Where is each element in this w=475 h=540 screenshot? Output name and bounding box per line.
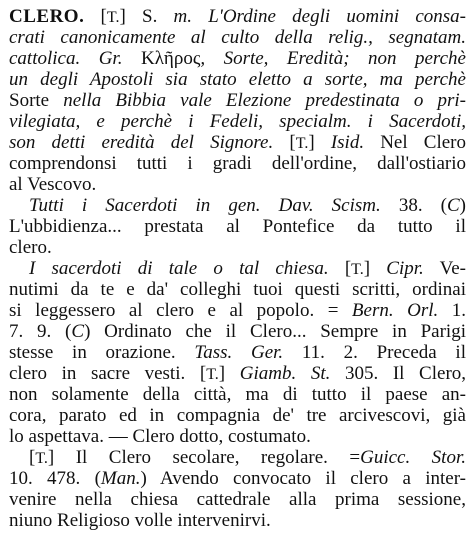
text-segment: T. (351, 261, 364, 278)
text-segment: [ (273, 132, 296, 153)
text-segment: lo aspettava. — Clero dotto, costumato. (9, 426, 311, 447)
text-segment: ] S. (119, 6, 174, 27)
text-segment: ] (363, 258, 387, 279)
text-line (9, 90, 466, 111)
text-segment: 305. Il Clero, (330, 363, 467, 384)
text-segment: m. L'Ordine degli uomini consa- (173, 6, 467, 27)
text-segment: venire nella chiesa cattedrale alla prima sessione, (9, 489, 466, 510)
text-segment: I sacerdoti di tale o tal chiesa. (29, 258, 329, 279)
text-line (9, 195, 466, 216)
text-line (9, 258, 466, 279)
text-segment: si leggessero al clero e al popolo. = (9, 300, 352, 321)
text-segment: Guicc. Stor. (360, 447, 466, 468)
text-segment: T. (295, 135, 309, 152)
text-segment: Tass. Ger. (194, 342, 284, 363)
text-segment: comprendonsi tutti i gradi dell'ordine, dall'ostiario (9, 153, 466, 174)
text-segment: clero in sacre vesti. [ (9, 363, 207, 384)
text-line (9, 48, 466, 69)
text-segment: nutimi da te e da' colleghi tuoi questi scritti, ordinai (9, 279, 466, 300)
text-line (9, 510, 466, 531)
text-line (9, 153, 466, 174)
text-line (9, 174, 466, 195)
text-segment: ) Avendo convocato il clero a inter- (140, 468, 466, 489)
text-line (9, 69, 466, 90)
headword: CLERO. (9, 6, 85, 27)
text-line (9, 216, 466, 237)
text-segment: clero. (9, 237, 52, 258)
text-segment: Κλῆρος (140, 48, 201, 69)
text-segment: ) Ordinato che il Clero... Sempre in Parigi (84, 321, 466, 342)
text-segment: Nel Clero (364, 132, 467, 153)
text-segment: Ve- (423, 258, 467, 279)
text-segment: [ (84, 6, 107, 27)
text-segment: C (71, 321, 85, 342)
text-segment: 7. 9. ( (9, 321, 72, 342)
text-segment: Bern. Orl. (351, 300, 439, 321)
text-line (9, 447, 466, 468)
dictionary-entry-clero (9, 6, 466, 531)
text-segment: stesse in orazione. (9, 342, 195, 363)
text-line (9, 489, 466, 510)
text-line (9, 342, 466, 363)
text-segment: niuno Religioso volle intervenirvi. (9, 510, 271, 531)
text-segment: T. (206, 366, 219, 383)
text-segment: ] Il Clero secolare, regolare. = (47, 447, 361, 468)
text-segment: Tutti i Sacerdoti in gen. Dav. Scism. (29, 195, 381, 216)
text-segment: Isid. (330, 132, 365, 153)
text-segment: Giamb. St. (239, 363, 331, 384)
text-line (9, 468, 466, 489)
text-segment: 10. 478. ( (9, 468, 101, 489)
text-segment: non solamente della città, ma di tutto il paese an- (9, 384, 466, 405)
text-line (9, 405, 466, 426)
text-line (9, 6, 466, 27)
text-segment: cattolica. Gr. (9, 48, 141, 69)
text-segment: 11. 2. Preceda il (283, 342, 466, 363)
text-line (9, 321, 466, 342)
text-line (9, 300, 466, 321)
text-segment: son detti eredità del Signore. (9, 132, 274, 153)
text-line (9, 426, 466, 447)
text-segment: [ (328, 258, 352, 279)
text-segment: un degli Apostoli sia stato eletto a sorte, ma perchè (9, 69, 466, 90)
text-segment: ] (308, 132, 331, 153)
text-segment: [ (29, 447, 36, 468)
text-line (9, 132, 466, 153)
text-segment: ] (218, 363, 240, 384)
text-segment: crati canonicamente al culto della relig., segnatam. (9, 27, 466, 48)
text-segment: cora, parato ed in compagnia de' tre arcivescovi, già (9, 405, 466, 426)
text-segment: Man. (100, 468, 141, 489)
text-line (9, 27, 466, 48)
text-segment: al Vescovo. (9, 174, 97, 195)
text-line (9, 237, 466, 258)
text-segment: C (446, 195, 460, 216)
text-line (9, 363, 466, 384)
text-line (9, 384, 466, 405)
text-segment: 38. ( (380, 195, 447, 216)
text-segment: 1. (438, 300, 466, 321)
text-segment: nella Bibbia vale Elezione predestinata o pri- (63, 90, 466, 111)
text-segment: L'ubbidienza... prestata al Pontefice da tutto il (9, 216, 466, 237)
text-line (9, 111, 466, 132)
text-segment: , Sorte, Eredità; non perchè (200, 48, 466, 69)
text-segment: Cipr. (386, 258, 424, 279)
text-segment: ) (459, 195, 466, 216)
text-segment: Sorte (9, 90, 64, 111)
text-segment: T. (35, 450, 48, 467)
text-segment: T. (106, 9, 120, 26)
text-line (9, 279, 466, 300)
text-segment: vilegiata, e perchè i Fedeli, specialm. i Sacerdoti, (9, 111, 466, 132)
